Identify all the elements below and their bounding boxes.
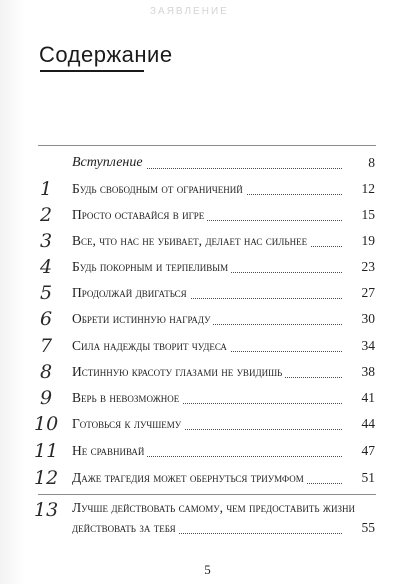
chapter-number: 4 (40, 256, 53, 278)
chapter-number: 11 (34, 440, 59, 462)
page-folio: 5 (204, 562, 211, 577)
chapter-title: Будь свободным от ограничений (72, 181, 246, 197)
page-number: 38 (342, 364, 375, 380)
chapter-number: 7 (40, 335, 53, 357)
chapter-title: Даже трагедия может обернуться триумфом (72, 470, 307, 486)
page-number: 47 (342, 443, 375, 459)
page-number: 51 (342, 470, 375, 486)
page-number: 55 (342, 520, 375, 536)
chapter-title: Просто оставайся в игре (72, 207, 207, 223)
chapter-title-continued: действовать за тебя (72, 520, 179, 536)
chapter-number: 6 (40, 308, 53, 330)
separator (38, 145, 376, 146)
page-number: 19 (342, 233, 375, 249)
chapter-number: 3 (40, 230, 53, 252)
chapter-number: 1 (40, 178, 53, 200)
page-number: 27 (342, 285, 375, 301)
page-number: 15 (342, 207, 375, 223)
chapter-title: Не сравнивай (72, 443, 147, 459)
chapter-number: 10 (34, 413, 59, 435)
chapter-title: Вступление (72, 155, 146, 171)
chapter-number: 2 (40, 204, 53, 226)
title-underline (40, 70, 144, 72)
chapter-title: Сила надежды творит чудеса (72, 338, 230, 354)
page-number: 41 (342, 390, 375, 406)
chapter-title: Продолжай двигаться (72, 285, 190, 301)
page-number: 8 (342, 155, 375, 171)
chapter-title: Истинную красоту глазами не увидишь (72, 364, 285, 380)
chapter-title: Будь покорным и терпеливым (72, 259, 231, 275)
page-number: 23 (342, 259, 375, 275)
page-number: 44 (342, 416, 375, 432)
chapter-title: Обрети истинную награду (72, 311, 213, 327)
running-header-ghost: ЗАЯВЛЕНИЕ (150, 6, 229, 17)
page-number: 12 (342, 181, 375, 197)
page-title: Содержание (39, 42, 173, 67)
chapter-number: 8 (40, 361, 53, 383)
chapter-title: Лучше действовать самому, чем предоставить жизни (72, 500, 358, 516)
page-number: 34 (342, 338, 375, 354)
chapter-number: 12 (34, 467, 59, 489)
chapter-number: 5 (40, 282, 53, 304)
chapter-number: 13 (34, 499, 59, 521)
chapter-title: Все, что нас не убивает, делает нас сильнее (72, 233, 310, 249)
chapter-number: 9 (40, 387, 53, 409)
page-number: 30 (342, 311, 375, 327)
chapter-title: Верь в невозможное (72, 390, 182, 406)
separator (38, 494, 376, 495)
chapter-title: Готовься к лучшему (72, 416, 184, 432)
